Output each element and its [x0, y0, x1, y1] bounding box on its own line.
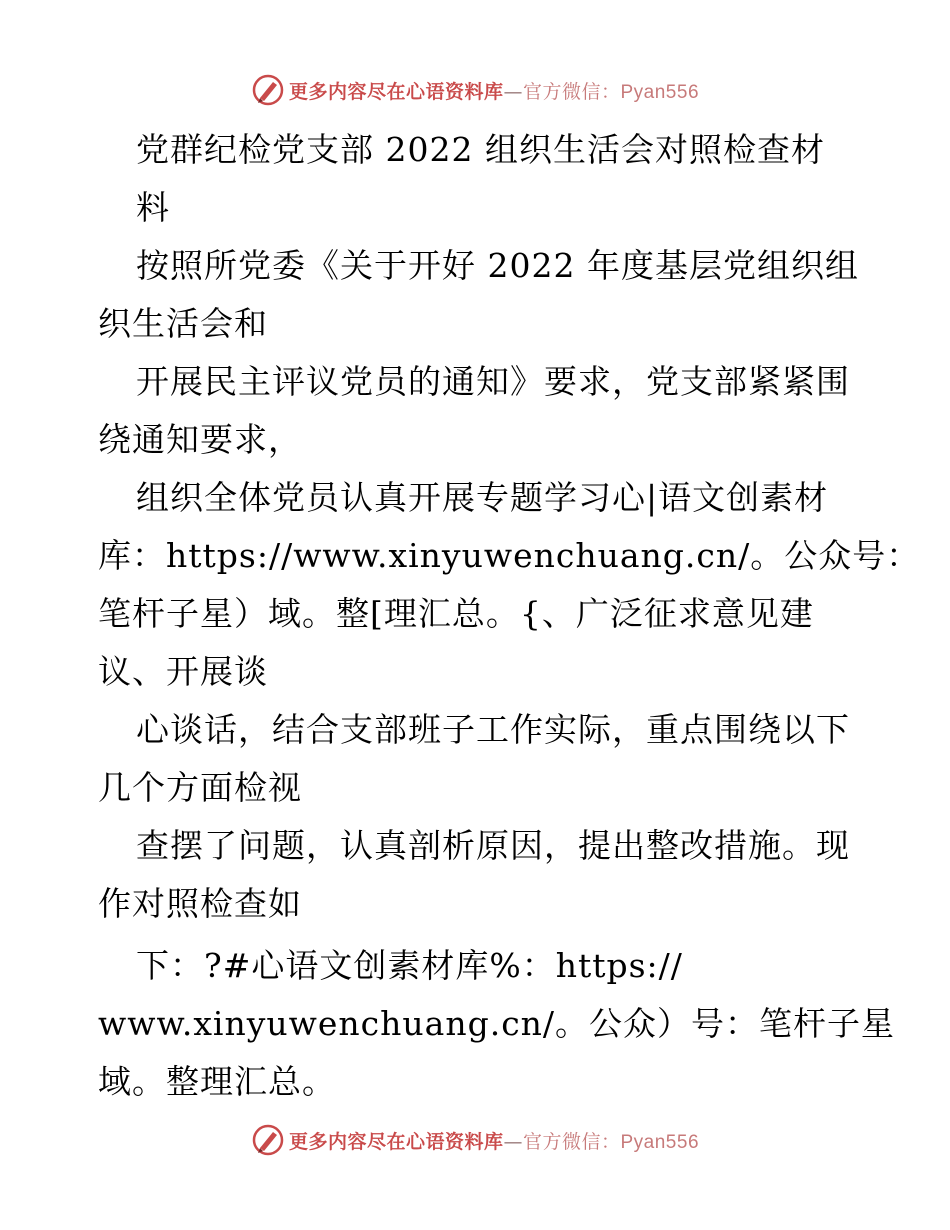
text-line: 下：?#心语文创素材库%：https://: [136, 946, 683, 985]
text-line: 绕通知要求，: [98, 420, 302, 459]
pen-logo-icon: [251, 1123, 285, 1157]
watermark-brand: 更多内容尽在心语资料库: [288, 1130, 504, 1153]
text-line: 几个方面检视: [98, 768, 302, 807]
watermark-brand: 更多内容尽在心语资料库: [288, 80, 504, 103]
watermark-suffix: 官方微信：: [522, 1130, 621, 1153]
text-line: 议、开展谈: [98, 652, 268, 691]
text-line: 开展民主评议党员的通知》要求，党支部紧紧围: [136, 362, 850, 401]
header-watermark: [0, 70, 950, 110]
watermark-wechat-id: Pyan556: [620, 1131, 700, 1153]
footer-watermark: [0, 1120, 950, 1160]
watermark-text: [289, 77, 699, 104]
text-line: 库：https://www.xinyuwenchuang.cn/。公众号：: [98, 536, 921, 575]
text-line: 织生活会和: [98, 304, 268, 343]
watermark-suffix: 官方微信：: [522, 80, 621, 103]
text-line: 按照所党委《关于开好 2022 年度基层党组织组: [136, 246, 859, 285]
text-line: 作对照检查如: [98, 884, 302, 923]
watermark-separator: —: [503, 1130, 523, 1153]
watermark-wechat-id: Pyan556: [620, 81, 700, 103]
text-line: 笔杆子星）域。整[理汇总。{、广泛征求意见建: [98, 594, 814, 633]
text-line: 组织全体党员认真开展专题学习心|语文创素材: [136, 478, 829, 517]
pen-logo-icon: [251, 73, 285, 107]
text-line: 料: [136, 188, 170, 227]
text-line: 查摆了问题，认真剖析原因，提出整改措施。现: [136, 826, 850, 865]
watermark-separator: —: [503, 80, 523, 103]
text-line: www.xinyuwenchuang.cn/。公众）号：笔杆子星: [98, 1004, 896, 1043]
text-line: 域。整理汇总。: [98, 1062, 336, 1101]
text-line: 心谈话，结合支部班子工作实际，重点围绕以下: [136, 710, 850, 749]
text-line: 党群纪检党支部 2022 组织生活会对照检查材: [136, 130, 825, 169]
watermark-text: [289, 1127, 699, 1154]
